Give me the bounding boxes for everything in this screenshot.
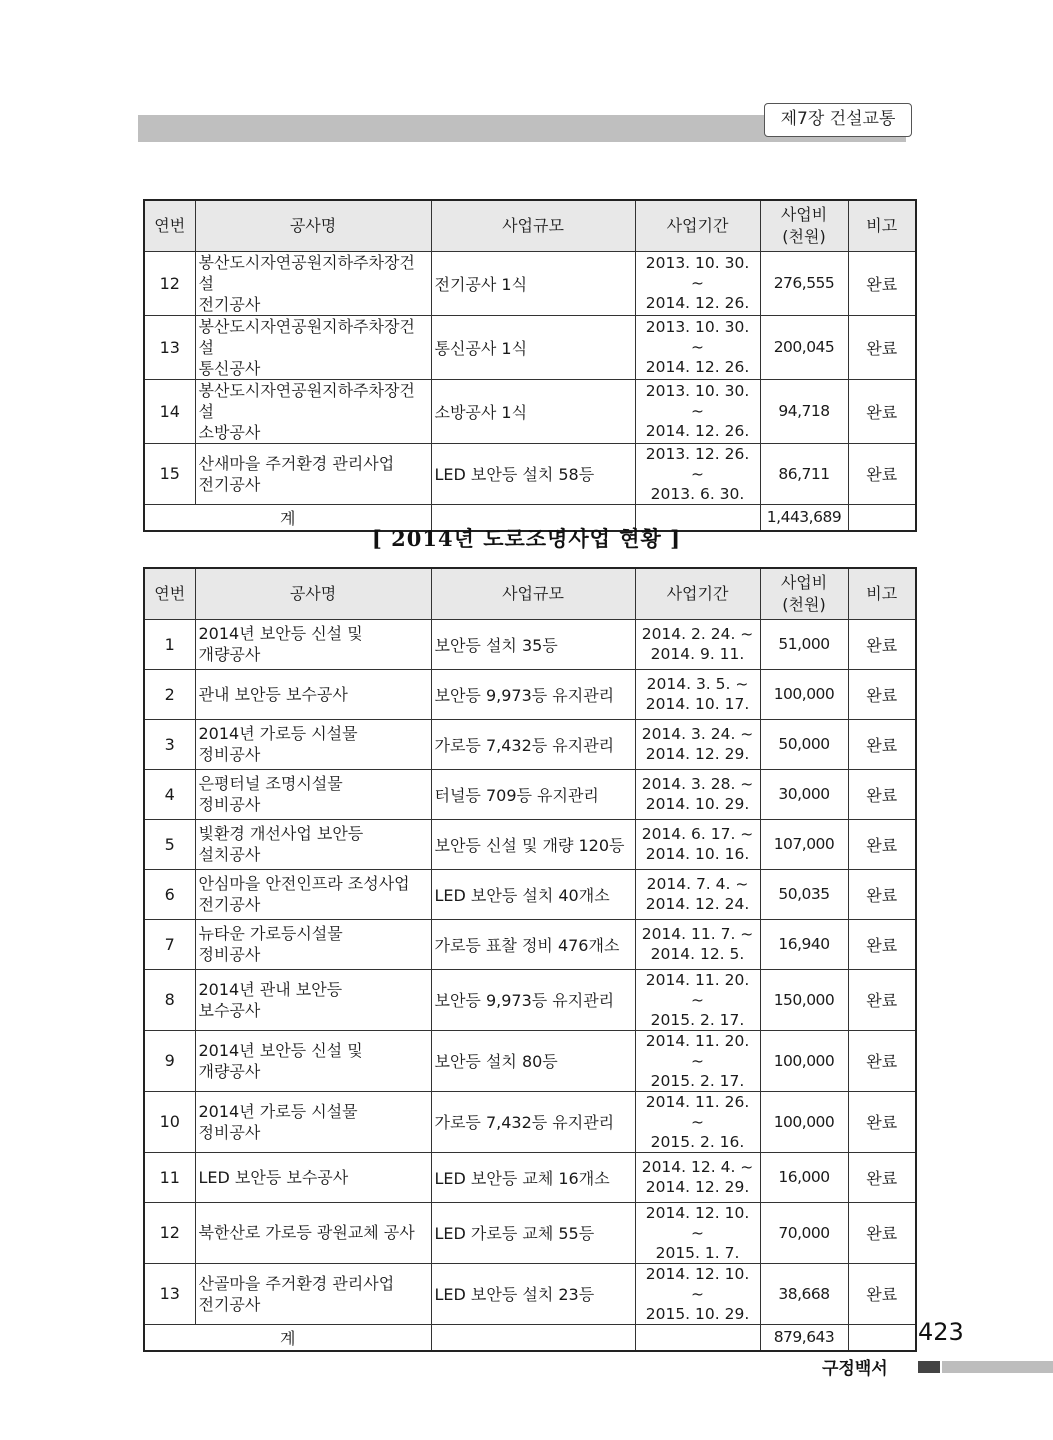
row-no: 7 — [144, 919, 195, 969]
row-scale: 가로등 7,432등 유지관리 — [431, 1091, 635, 1152]
table-row — [144, 443, 916, 504]
table-header-row — [144, 200, 916, 251]
row-project-name: 봉산도시자연공원지하주차장건설 통신공사 — [195, 315, 431, 379]
row-scale: 전기공사 1식 — [431, 251, 635, 315]
row-note: 완료 — [848, 719, 916, 769]
row-period: 2014. 11. 20. ~ 2015. 2. 17. — [635, 969, 760, 1030]
footer-bar-dark — [918, 1361, 940, 1373]
total-cost: 879,643 — [760, 1324, 848, 1351]
table-row — [144, 969, 916, 1030]
row-note: 완료 — [848, 379, 916, 443]
row-project-name: 2014년 보안등 신설 및 개량공사 — [195, 619, 431, 669]
col-cost-header: 사업비 (천원) — [760, 200, 848, 251]
table-row — [144, 1263, 916, 1324]
row-project-name: 관내 보안등 보수공사 — [195, 669, 431, 719]
table-row — [144, 1202, 916, 1263]
row-no: 10 — [144, 1091, 195, 1152]
row-note: 완료 — [848, 619, 916, 669]
col-no-header: 연번 — [144, 200, 195, 251]
table-header-row — [144, 568, 916, 619]
book-title: 구정백서 — [822, 1359, 888, 1379]
total-label: 계 — [144, 1324, 431, 1351]
row-no: 8 — [144, 969, 195, 1030]
row-no: 12 — [144, 251, 195, 315]
table-row — [144, 619, 916, 669]
row-project-name: 은평터널 조명시설물 정비공사 — [195, 769, 431, 819]
row-no: 9 — [144, 1030, 195, 1091]
row-cost: 50,035 — [760, 869, 848, 919]
row-cost: 94,718 — [760, 379, 848, 443]
row-period: 2014. 6. 17. ~ 2014. 10. 16. — [635, 819, 760, 869]
row-period: 2014. 3. 5. ~ 2014. 10. 17. — [635, 669, 760, 719]
row-period: 2014. 3. 28. ~ 2014. 10. 29. — [635, 769, 760, 819]
construction-table-2 — [143, 567, 917, 1352]
col-scale-header: 사업규모 — [431, 568, 635, 619]
row-scale: 터널등 709등 유지관리 — [431, 769, 635, 819]
row-project-name: 2014년 관내 보안등 보수공사 — [195, 969, 431, 1030]
table-row — [144, 1091, 916, 1152]
row-cost: 100,000 — [760, 1091, 848, 1152]
row-note: 완료 — [848, 443, 916, 504]
row-scale: 보안등 신설 및 개량 120등 — [431, 819, 635, 869]
row-cost: 50,000 — [760, 719, 848, 769]
row-cost: 38,668 — [760, 1263, 848, 1324]
row-cost: 100,000 — [760, 1030, 848, 1091]
table-row — [144, 769, 916, 819]
col-no-header: 연번 — [144, 568, 195, 619]
row-cost: 200,045 — [760, 315, 848, 379]
row-note: 완료 — [848, 869, 916, 919]
table-row — [144, 251, 916, 315]
row-cost: 16,940 — [760, 919, 848, 969]
row-scale: LED 보안등 설치 40개소 — [431, 869, 635, 919]
row-period: 2014. 3. 24. ~ 2014. 12. 29. — [635, 719, 760, 769]
row-scale: LED 보안등 교체 16개소 — [431, 1152, 635, 1202]
col-period-header: 사업기간 — [635, 200, 760, 251]
row-no: 5 — [144, 819, 195, 869]
table-row — [144, 819, 916, 869]
row-period: 2014. 11. 7. ~ 2014. 12. 5. — [635, 919, 760, 969]
row-no: 2 — [144, 669, 195, 719]
row-project-name: 봉산도시자연공원지하주차장건설 소방공사 — [195, 379, 431, 443]
row-cost: 51,000 — [760, 619, 848, 669]
row-cost: 100,000 — [760, 669, 848, 719]
row-period: 2013. 10. 30. ~ 2014. 12. 26. — [635, 251, 760, 315]
row-cost: 150,000 — [760, 969, 848, 1030]
row-project-name: 2014년 가로등 시설물 정비공사 — [195, 1091, 431, 1152]
row-project-name: 봉산도시자연공원지하주차장건설 전기공사 — [195, 251, 431, 315]
row-note: 완료 — [848, 969, 916, 1030]
row-note: 완료 — [848, 819, 916, 869]
row-scale: LED 보안등 설치 23등 — [431, 1263, 635, 1324]
row-cost: 70,000 — [760, 1202, 848, 1263]
row-project-name: 산골마을 주거환경 관리사업 전기공사 — [195, 1263, 431, 1324]
row-scale: 보안등 설치 80등 — [431, 1030, 635, 1091]
row-scale: 통신공사 1식 — [431, 315, 635, 379]
row-project-name: 북한산로 가로등 광원교체 공사 — [195, 1202, 431, 1263]
row-note: 완료 — [848, 315, 916, 379]
row-note: 완료 — [848, 1091, 916, 1152]
row-period: 2014. 2. 24. ~ 2014. 9. 11. — [635, 619, 760, 669]
row-note: 완료 — [848, 251, 916, 315]
row-project-name: 안심마을 안전인프라 조성사업 전기공사 — [195, 869, 431, 919]
row-no: 13 — [144, 315, 195, 379]
table-row — [144, 1030, 916, 1091]
row-no: 15 — [144, 443, 195, 504]
row-cost: 276,555 — [760, 251, 848, 315]
row-no: 6 — [144, 869, 195, 919]
table-row — [144, 919, 916, 969]
row-period: 2014. 11. 26. ~ 2015. 2. 16. — [635, 1091, 760, 1152]
row-note: 완료 — [848, 1263, 916, 1324]
col-note-header: 비고 — [848, 568, 916, 619]
col-scale-header: 사업규모 — [431, 200, 635, 251]
section-title: [ 2014년 도로조명사업 현황 ] — [371, 526, 682, 551]
row-project-name: 빛환경 개선사업 보안등 설치공사 — [195, 819, 431, 869]
row-no: 11 — [144, 1152, 195, 1202]
chapter-tab: 제7장 건설교통 — [764, 103, 912, 137]
row-period: 2014. 11. 20. ~ 2015. 2. 17. — [635, 1030, 760, 1091]
row-note: 완료 — [848, 1202, 916, 1263]
row-note: 완료 — [848, 669, 916, 719]
row-project-name: LED 보안등 보수공사 — [195, 1152, 431, 1202]
col-name-header: 공사명 — [195, 568, 431, 619]
row-scale: 보안등 설치 35등 — [431, 619, 635, 669]
table-row — [144, 315, 916, 379]
row-project-name: 2014년 가로등 시설물 정비공사 — [195, 719, 431, 769]
row-note: 완료 — [848, 1030, 916, 1091]
row-scale: 보안등 9,973등 유지관리 — [431, 969, 635, 1030]
row-no: 1 — [144, 619, 195, 669]
total-row — [144, 1324, 916, 1351]
row-note: 완료 — [848, 1152, 916, 1202]
col-name-header: 공사명 — [195, 200, 431, 251]
row-note: 완료 — [848, 919, 916, 969]
row-no: 14 — [144, 379, 195, 443]
row-period: 2014. 12. 4. ~ 2014. 12. 29. — [635, 1152, 760, 1202]
col-period-header: 사업기간 — [635, 568, 760, 619]
row-project-name: 산새마을 주거환경 관리사업 전기공사 — [195, 443, 431, 504]
col-note-header: 비고 — [848, 200, 916, 251]
table-row — [144, 1152, 916, 1202]
row-cost: 16,000 — [760, 1152, 848, 1202]
row-period: 2014. 12. 10. ~ 2015. 1. 7. — [635, 1202, 760, 1263]
row-scale: LED 가로등 교체 55등 — [431, 1202, 635, 1263]
row-scale: 소방공사 1식 — [431, 379, 635, 443]
row-period: 2014. 7. 4. ~ 2014. 12. 24. — [635, 869, 760, 919]
row-scale: 보안등 9,973등 유지관리 — [431, 669, 635, 719]
total-label: 계 — [144, 504, 431, 531]
col-cost-header: 사업비 (천원) — [760, 568, 848, 619]
table-row — [144, 869, 916, 919]
row-cost: 30,000 — [760, 769, 848, 819]
row-no: 12 — [144, 1202, 195, 1263]
row-note: 완료 — [848, 769, 916, 819]
row-period: 2013. 10. 30. ~ 2014. 12. 26. — [635, 315, 760, 379]
row-period: 2014. 12. 10. ~ 2015. 10. 29. — [635, 1263, 760, 1324]
page-number: 423 — [918, 1318, 964, 1346]
row-period: 2013. 10. 30. ~ 2014. 12. 26. — [635, 379, 760, 443]
row-period: 2013. 12. 26. ~ 2013. 6. 30. — [635, 443, 760, 504]
row-project-name: 2014년 보안등 신설 및 개량공사 — [195, 1030, 431, 1091]
row-cost: 107,000 — [760, 819, 848, 869]
table-row — [144, 669, 916, 719]
row-scale: LED 보안등 설치 58등 — [431, 443, 635, 504]
footer-bar-light — [942, 1361, 1053, 1373]
row-scale: 가로등 7,432등 유지관리 — [431, 719, 635, 769]
row-cost: 86,711 — [760, 443, 848, 504]
row-project-name: 뉴타운 가로등시설물 정비공사 — [195, 919, 431, 969]
row-no: 3 — [144, 719, 195, 769]
table-row — [144, 719, 916, 769]
row-scale: 가로등 표찰 정비 476개소 — [431, 919, 635, 969]
row-no: 13 — [144, 1263, 195, 1324]
total-cost: 1,443,689 — [760, 504, 848, 531]
table-row — [144, 379, 916, 443]
construction-table-1 — [143, 199, 917, 532]
row-no: 4 — [144, 769, 195, 819]
